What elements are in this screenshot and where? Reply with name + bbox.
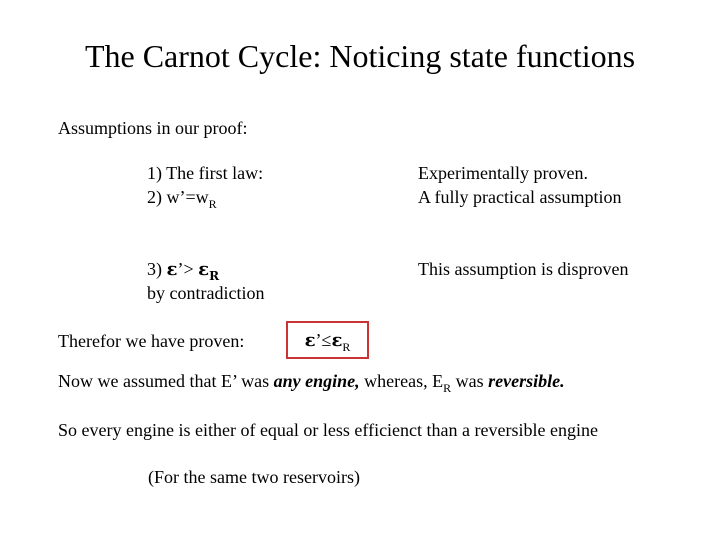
assumption-1-note: Experimentally proven. [418, 163, 588, 183]
assumption-2-label: 2) $w’=w_R$ [147, 187, 217, 211]
assumptions-heading: Assumptions in our proof: [58, 118, 248, 138]
conclusion-statement: So every engine is either of equal or less efficienct than a reversible engine [58, 420, 598, 440]
assumption-3-line2: by contradiction [147, 283, 265, 303]
assumption-2-note: A fully practical assumption [418, 187, 622, 207]
assumption-3-note: This assumption is disproven [418, 259, 629, 279]
proven-result-box: $\varepsilon’\le\varepsilon_R$ [286, 321, 369, 359]
assumption-1-label: 1) The first law: [147, 163, 264, 183]
therefore-label: Therefor we have proven: [58, 331, 245, 351]
slide-title: The Carnot Cycle: Noticing state functions [84, 38, 636, 74]
any-engine-statement: Now we assumed that E’ was any engine, whereas, $E_R$ was reversible. [58, 371, 565, 395]
reservoirs-footnote: (For the same two reservoirs) [148, 467, 360, 487]
assumption-3-label: 3) ε’> $\varepsilon_R$ [147, 259, 220, 283]
